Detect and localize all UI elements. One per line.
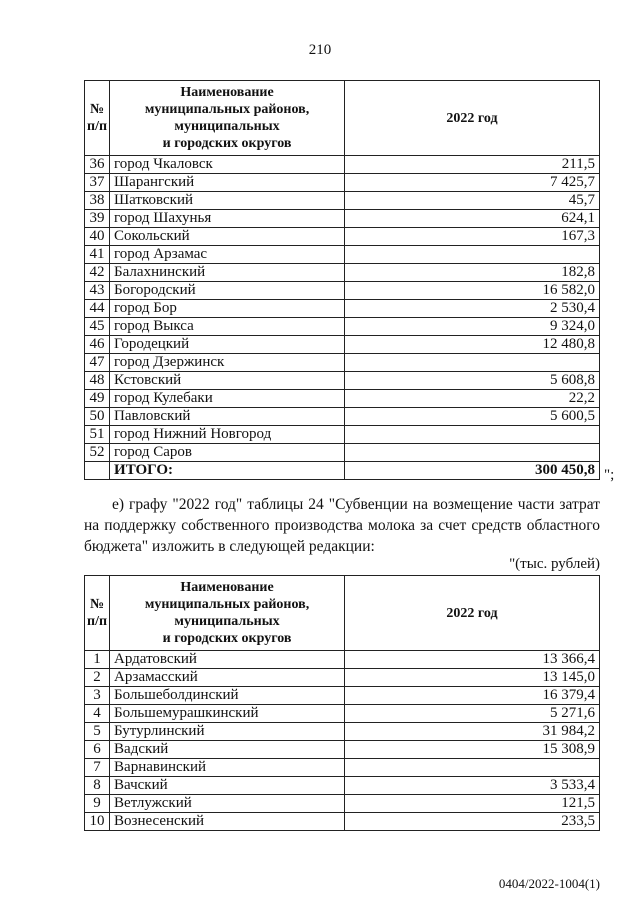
table-row	[85, 264, 600, 282]
header-name-line: и городских округов	[162, 136, 292, 151]
row-num: 4	[85, 705, 110, 723]
header-name-line: и городских округов	[162, 631, 292, 646]
row-num: 7	[85, 759, 110, 777]
row-name: Бутурлинский	[110, 723, 345, 741]
header-num	[85, 576, 110, 651]
table-row	[85, 669, 600, 687]
row-num: 37	[85, 174, 110, 192]
row-value	[345, 246, 600, 264]
table-row	[85, 408, 600, 426]
row-value: 5 600,5	[345, 408, 600, 426]
table-row	[85, 300, 600, 318]
table-row	[85, 336, 600, 354]
header-num-line: п/п	[87, 119, 108, 134]
row-name: Ветлужский	[110, 795, 345, 813]
document-code: 0404/2022-1004(1)	[498, 876, 600, 891]
row-value	[345, 444, 600, 462]
amendment-paragraph	[84, 494, 600, 557]
row-name: Шарангский	[110, 174, 345, 192]
header-name-line: Наименование	[180, 580, 274, 595]
header-num	[85, 81, 110, 156]
row-name: город Бор	[110, 300, 345, 318]
table-row	[85, 705, 600, 723]
row-value: 233,5	[345, 813, 600, 831]
header-name-line: муниципальных	[174, 614, 280, 629]
table-row	[85, 318, 600, 336]
row-value: 182,8	[345, 264, 600, 282]
row-name: Варнавинский	[110, 759, 345, 777]
row-num: 1	[85, 651, 110, 669]
row-num: 47	[85, 354, 110, 372]
header-name-line: муниципальных	[174, 119, 280, 134]
row-value: 45,7	[345, 192, 600, 210]
row-value: 7 425,7	[345, 174, 600, 192]
header-num-line: п/п	[87, 614, 108, 629]
row-value: 5 608,8	[345, 372, 600, 390]
row-num: 6	[85, 741, 110, 759]
row-value: 31 984,2	[345, 723, 600, 741]
row-name: город Шахунья	[110, 210, 345, 228]
row-value	[345, 426, 600, 444]
row-num: 46	[85, 336, 110, 354]
row-value: 16 379,4	[345, 687, 600, 705]
row-num: 38	[85, 192, 110, 210]
row-value: 16 582,0	[345, 282, 600, 300]
table-header-row	[85, 576, 600, 651]
row-name: Арзамасский	[110, 669, 345, 687]
subsidy-table-2	[84, 575, 600, 831]
table-row	[85, 687, 600, 705]
row-num: 51	[85, 426, 110, 444]
table-row	[85, 813, 600, 831]
row-name: город Дзержинск	[110, 354, 345, 372]
row-value: 13 145,0	[345, 669, 600, 687]
row-num: 45	[85, 318, 110, 336]
units-label: "(тыс. рублей)	[509, 556, 600, 572]
table-row	[85, 426, 600, 444]
row-name: город Чкаловск	[110, 156, 345, 174]
row-value: 9 324,0	[345, 318, 600, 336]
row-num: 44	[85, 300, 110, 318]
row-name: Богородский	[110, 282, 345, 300]
row-name: Балахнинский	[110, 264, 345, 282]
header-name-line: муниципальных районов,	[144, 102, 310, 117]
row-num: 41	[85, 246, 110, 264]
table-row	[85, 777, 600, 795]
row-num: 2	[85, 669, 110, 687]
row-num: 8	[85, 777, 110, 795]
row-name: город Кулебаки	[110, 390, 345, 408]
row-value: 12 480,8	[345, 336, 600, 354]
row-value: 624,1	[345, 210, 600, 228]
header-name-line: муниципальных районов,	[144, 597, 310, 612]
row-num: 52	[85, 444, 110, 462]
row-name: город Выкса	[110, 318, 345, 336]
row-name: Большемурашкинский	[110, 705, 345, 723]
table-row	[85, 444, 600, 462]
total-value: 300 450,8	[345, 462, 600, 480]
table-row	[85, 795, 600, 813]
row-value	[345, 759, 600, 777]
page-number: 210	[308, 42, 332, 58]
table-row	[85, 390, 600, 408]
row-num: 50	[85, 408, 110, 426]
row-name: Городецкий	[110, 336, 345, 354]
header-year: 2022 год	[345, 81, 600, 156]
row-num: 5	[85, 723, 110, 741]
row-value: 121,5	[345, 795, 600, 813]
row-num: 9	[85, 795, 110, 813]
total-row	[85, 462, 600, 480]
row-value: 15 308,9	[345, 741, 600, 759]
table-row	[85, 372, 600, 390]
header-year: 2022 год	[345, 576, 600, 651]
amendment-text: е) графу "2022 год" таблицы 24 "Субвенции на возмещение части затрат на поддержку собственного производства молока за счет средств областного бюджета" изложить в следующей редакции:	[84, 496, 600, 555]
row-num: 42	[85, 264, 110, 282]
row-num: 10	[85, 813, 110, 831]
row-num: 39	[85, 210, 110, 228]
row-name: Вадский	[110, 741, 345, 759]
row-name: Вачский	[110, 777, 345, 795]
table-row	[85, 228, 600, 246]
table-row	[85, 282, 600, 300]
row-value: 2 530,4	[345, 300, 600, 318]
total-label: ИТОГО:	[110, 462, 345, 480]
row-num: 36	[85, 156, 110, 174]
row-name: Кстовский	[110, 372, 345, 390]
table-row	[85, 210, 600, 228]
table-row	[85, 192, 600, 210]
row-name: город Саров	[110, 444, 345, 462]
row-value: 22,2	[345, 390, 600, 408]
row-value: 167,3	[345, 228, 600, 246]
row-value	[345, 354, 600, 372]
table-header-row	[85, 81, 600, 156]
table-row	[85, 174, 600, 192]
row-num: 48	[85, 372, 110, 390]
row-num: 43	[85, 282, 110, 300]
row-name: Ардатовский	[110, 651, 345, 669]
table-row	[85, 156, 600, 174]
row-name: город Нижний Новгород	[110, 426, 345, 444]
row-name: Большеболдинский	[110, 687, 345, 705]
row-num: 3	[85, 687, 110, 705]
header-name-line: Наименование	[180, 85, 274, 100]
row-name: Вознесенский	[110, 813, 345, 831]
table-row	[85, 759, 600, 777]
header-name	[110, 576, 345, 651]
row-name: Сокольский	[110, 228, 345, 246]
row-name: Павловский	[110, 408, 345, 426]
row-num: 49	[85, 390, 110, 408]
closing-quote: ";	[604, 467, 615, 483]
row-num: 40	[85, 228, 110, 246]
subsidy-table-1	[84, 80, 600, 480]
row-value: 5 271,6	[345, 705, 600, 723]
header-num-line: №	[89, 597, 105, 612]
row-name: Шатковский	[110, 192, 345, 210]
table-row	[85, 723, 600, 741]
total-num-cell	[85, 462, 110, 480]
header-num-line: №	[89, 102, 105, 117]
table-row	[85, 354, 600, 372]
row-value: 13 366,4	[345, 651, 600, 669]
table-row	[85, 651, 600, 669]
row-value: 3 533,4	[345, 777, 600, 795]
table-row	[85, 246, 600, 264]
row-name: город Арзамас	[110, 246, 345, 264]
header-name	[110, 81, 345, 156]
row-value: 211,5	[345, 156, 600, 174]
table-row	[85, 741, 600, 759]
